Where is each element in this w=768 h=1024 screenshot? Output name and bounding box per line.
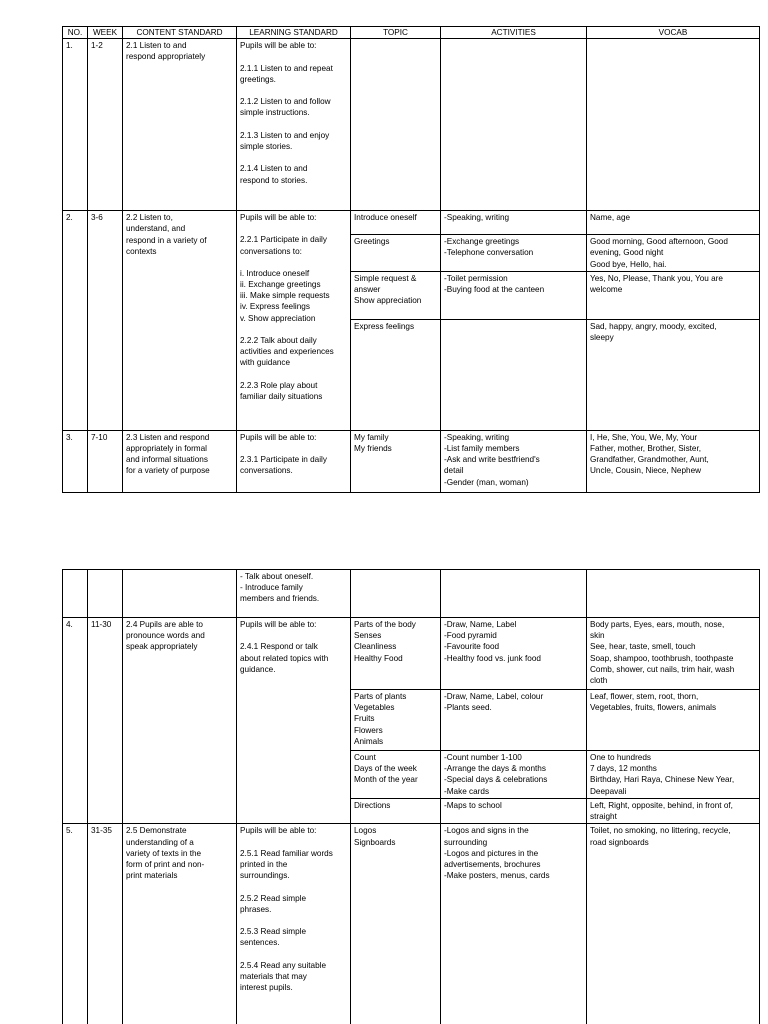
content-standard-cell: 2.4 Pupils are able to pronounce words and speak appropriately (123, 618, 237, 824)
content-standard-cell: 2.2 Listen to, understand, and respond in a variety of contexts (123, 211, 237, 431)
header-content-standard: CONTENT STANDARD (123, 27, 237, 39)
activities-cell: -Speaking, writing (441, 211, 587, 235)
vocab-cell: Left, Right, opposite, behind, in front of, straight (587, 799, 760, 824)
header-learning-standard: LEARNING STANDARD (237, 27, 351, 39)
content-standard-cell: 2.3 Listen and respond appropriately in formal and informal situations for a variety of purpose (123, 430, 237, 492)
header-vocab: VOCAB (587, 27, 760, 39)
row-week: 3-6 (88, 211, 123, 431)
table-row (63, 824, 760, 1024)
topic-cell: Parts of the body Senses Cleanliness Healthy Food (351, 618, 441, 690)
header-week: WEEK (88, 27, 123, 39)
activities-cell (441, 39, 587, 211)
topic-cell: Logos Signboards (351, 824, 441, 1024)
vocab-cell (587, 39, 760, 211)
row-number: 1. (63, 39, 88, 211)
table-row (63, 211, 760, 235)
learning-standard-cell: Pupils will be able to: 2.5.1 Read familiar words printed in the surroundings. 2.5.2 Read simple phrases. 2.5.3 Read simple sentences. 2.5.4 Read any suitable materials that may interest pupils. (237, 824, 351, 1024)
activities-cell: -Draw, Name, Label, colour -Plants seed. (441, 690, 587, 751)
row-number: 4. (63, 618, 88, 824)
learning-standard-cell: - Talk about oneself. - Introduce family members and friends. (237, 570, 351, 618)
vocab-cell: Body parts, Eyes, ears, mouth, nose, skin See, hear, taste, smell, touch Soap, shampoo, toothbrush, toothpaste Comb, shower, cut nails, trim hair, wash cloth (587, 618, 760, 690)
activities-cell: -Logos and signs in the surrounding -Logos and pictures in the advertisements, brochures -Make posters, menus, cards (441, 824, 587, 1024)
row-week: 31-35 (88, 824, 123, 1024)
row-week: 11-30 (88, 618, 123, 824)
row-number: 5. (63, 824, 88, 1024)
table-row (63, 39, 760, 211)
row-number: 2. (63, 211, 88, 431)
topic-cell: Directions (351, 799, 441, 824)
activities-cell: -Draw, Name, Label -Food pyramid -Favourite food -Healthy food vs. junk food (441, 618, 587, 690)
activities-cell: -Count number 1-100 -Arrange the days & months -Special days & celebrations -Make cards (441, 751, 587, 799)
content-standard-cell: 2.1 Listen to and respond appropriately (123, 39, 237, 211)
header-no: NO. (63, 27, 88, 39)
content-standard-cell (123, 570, 237, 618)
topic-cell (351, 39, 441, 211)
row-number: 3. (63, 430, 88, 492)
activities-cell: -Exchange greetings -Telephone conversation (441, 235, 587, 272)
learning-standard-cell: Pupils will be able to: 2.3.1 Participate in daily conversations. (237, 430, 351, 492)
vocab-cell: Name, age (587, 211, 760, 235)
vocab-cell: I, He, She, You, We, My, Your Father, mother, Brother, Sister, Grandfather, Grandmother, Aunt, Uncle, Cousin, Niece, Nephew (587, 430, 760, 492)
row-week: 7-10 (88, 430, 123, 492)
topic-cell: Simple request & answer Show appreciation (351, 271, 441, 319)
vocab-cell: Good morning, Good afternoon, Good evening, Good night Good bye, Hello, hai. (587, 235, 760, 272)
topic-cell: My family My friends (351, 430, 441, 492)
vocab-cell: Yes, No, Please, Thank you, You are welcome (587, 271, 760, 319)
activities-cell (441, 319, 587, 430)
curriculum-table-part-1 (62, 26, 760, 493)
learning-item: i. Introduce oneself ii. Exchange greetings iii. Make simple requests iv. Express feelings v. Show appreciation (240, 268, 330, 323)
row-week: 1-2 (88, 39, 123, 211)
table-row (63, 618, 760, 690)
curriculum-table-part-2 (62, 569, 760, 1024)
header-activities: ACTIVITIES (441, 27, 587, 39)
learning-standard-cell: Pupils will be able to: 2.4.1 Respond or talk about related topics with guidance. (237, 618, 351, 824)
vocab-cell (587, 570, 760, 618)
learning-standard-cell: Pupils will be able to: 2.1.1 Listen to and repeat greetings. 2.1.2 Listen to and follow simple instructions. 2.1.3 Listen to and enjoy simple stories. 2.1.4 Listen to and respond to stories. (237, 39, 351, 211)
table-row (63, 570, 760, 618)
row-number (63, 570, 88, 618)
learning-item: 2.2.2 Talk about daily activities and experiences with guidance 2.2.3 Role play about familiar daily situations (240, 335, 334, 401)
vocab-cell: Toilet, no smoking, no littering, recycle, road signboards (587, 824, 760, 1024)
topic-cell: Express feelings (351, 319, 441, 430)
vocab-cell: Leaf, flower, stem, root, thorn, Vegetables, fruits, flowers, animals (587, 690, 760, 751)
header-topic: TOPIC (351, 27, 441, 39)
activities-cell: -Maps to school (441, 799, 587, 824)
learning-standard-cell (237, 211, 351, 431)
table-header-row (63, 27, 760, 39)
learning-intro: Pupils will be able to: (240, 213, 317, 223)
content-standard-cell: 2.5 Demonstrate understanding of a variety of texts in the form of print and non- print materials (123, 824, 237, 1024)
learning-item: 2.2.1 Participate in daily conversations to: (240, 235, 327, 256)
activities-cell (441, 570, 587, 618)
table-row (63, 430, 760, 492)
topic-cell: Greetings (351, 235, 441, 272)
topic-cell: Introduce oneself (351, 211, 441, 235)
activities-cell: -Speaking, writing -List family members -Ask and write bestfriend's detail -Gender (man, woman) (441, 430, 587, 492)
vocab-cell: Sad, happy, angry, moody, excited, sleepy (587, 319, 760, 430)
row-week (88, 570, 123, 618)
vocab-cell: One to hundreds 7 days, 12 months Birthday, Hari Raya, Chinese New Year, Deepavali (587, 751, 760, 799)
topic-cell: Count Days of the week Month of the year (351, 751, 441, 799)
topic-cell (351, 570, 441, 618)
topic-cell: Parts of plants Vegetables Fruits Flowers Animals (351, 690, 441, 751)
activities-cell: -Toilet permission -Buying food at the canteen (441, 271, 587, 319)
